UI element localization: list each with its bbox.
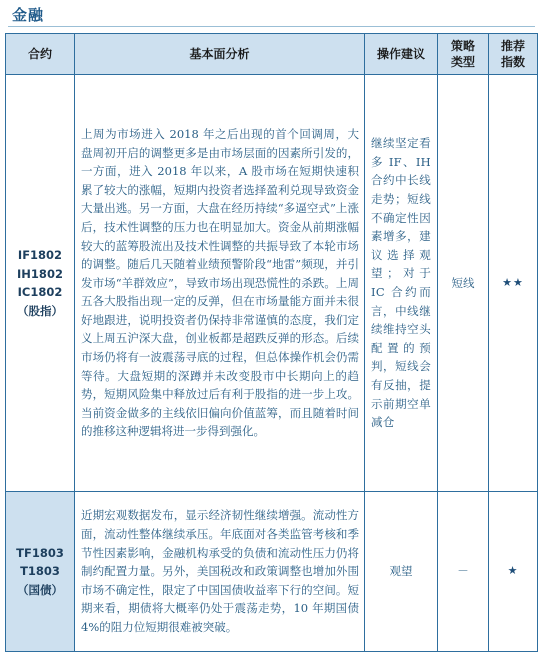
- contract-cell: [6, 75, 75, 492]
- contract-code: T1803: [20, 564, 60, 579]
- table-header-row: [6, 34, 538, 75]
- header-rating-line1: 推荐: [500, 39, 525, 53]
- rating-stars: ★: [489, 492, 538, 652]
- table-row-treasury: [6, 492, 538, 652]
- header-strategy-line2: 类型: [450, 55, 475, 69]
- analysis-text: 近期宏观数据发布，显示经济韧性继续增强。流动性方面，流动性整体继续承压。年底面对各类监管考核和季节性因素影响，金融机构承受的负债和流动性压力仍将制约配置力量。另外，美国税改和政策调整也增加外围市场不确定性，限定了中国国债收益率下行的空间。短期来看，期债将大概率仍处于震荡走势，10 年期国债 4%的阻力位短期很难被突破。: [75, 492, 365, 652]
- title-divider: [8, 26, 535, 27]
- advice-text: 继续坚定看多 IF、IH 合约中长线走势；短线不确定性因素增多，建议选择观望；对于 IC 合约而言，中线继续维持空头配置的预判，短线会有反抽，提示前期空单减仓: [365, 75, 438, 492]
- header-rating-line2: 指数: [500, 55, 525, 69]
- recommendation-table: [5, 33, 538, 652]
- contract-cell: [6, 492, 75, 652]
- header-rating: [489, 34, 538, 75]
- section-title: 金融: [12, 6, 45, 24]
- header-strategy-line1: 策略: [450, 39, 475, 53]
- header-strategy: [438, 34, 489, 75]
- header-contract: 合约: [6, 34, 75, 75]
- contract-category: （股指）: [17, 303, 63, 318]
- contract-category: （国债）: [17, 582, 63, 597]
- contract-code: IC1802: [17, 285, 63, 299]
- analysis-text: 上周为市场进入 2018 年之后出现的首个回调周，大盘周初开启的调整更多是由市场层面的因素所引发的，一方面，进入 2018 年以来，A 股市场在短期快速积累了较大的涨幅，短期内投资者选择盈利兑现导致资金大量出逃。另一方面，大盘在经历持续“多逼空式”上涨后，技术性调整的压力也在明显加大。资金从前期涨幅较大的蓝筹股流出及技术性调整的共振导致了本轮市场的调整。随后几天随着业绩预警阶段“地雷”频现，并引发市场“羊群效应”，导致市场出现恐慌性的杀跌。上周五各大股指出现一定的反弹，但在市场量能方面并未很好地跟进，说明投资者仍保持非常谨慎的态度，我们定义上周五沪深大盘，创业板都是超跌反弹的形态。后续市场仍将有一波震荡寻底的过程，但总体操作机会仍需等待。大盘短期的深蹲并未改变股市中长期向上的趋势，短期风险集中释放过后有利于股指的进一步上攻。当前资金做多的主线依旧偏向价值蓝筹，而且随着时间的推移这种逻辑将进一步得到强化。: [75, 75, 365, 492]
- advice-text: 观望: [365, 492, 438, 652]
- table-row-stock-index: [6, 75, 538, 492]
- strategy-type: －: [438, 492, 489, 652]
- contract-code: IF1802: [17, 248, 63, 262]
- rating-stars: ★★: [489, 75, 538, 492]
- header-advice: 操作建议: [365, 34, 438, 75]
- header-analysis: 基本面分析: [75, 34, 365, 75]
- contract-code: TF1803: [16, 545, 64, 560]
- contract-code: IH1802: [17, 266, 63, 281]
- strategy-type: 短线: [438, 75, 489, 492]
